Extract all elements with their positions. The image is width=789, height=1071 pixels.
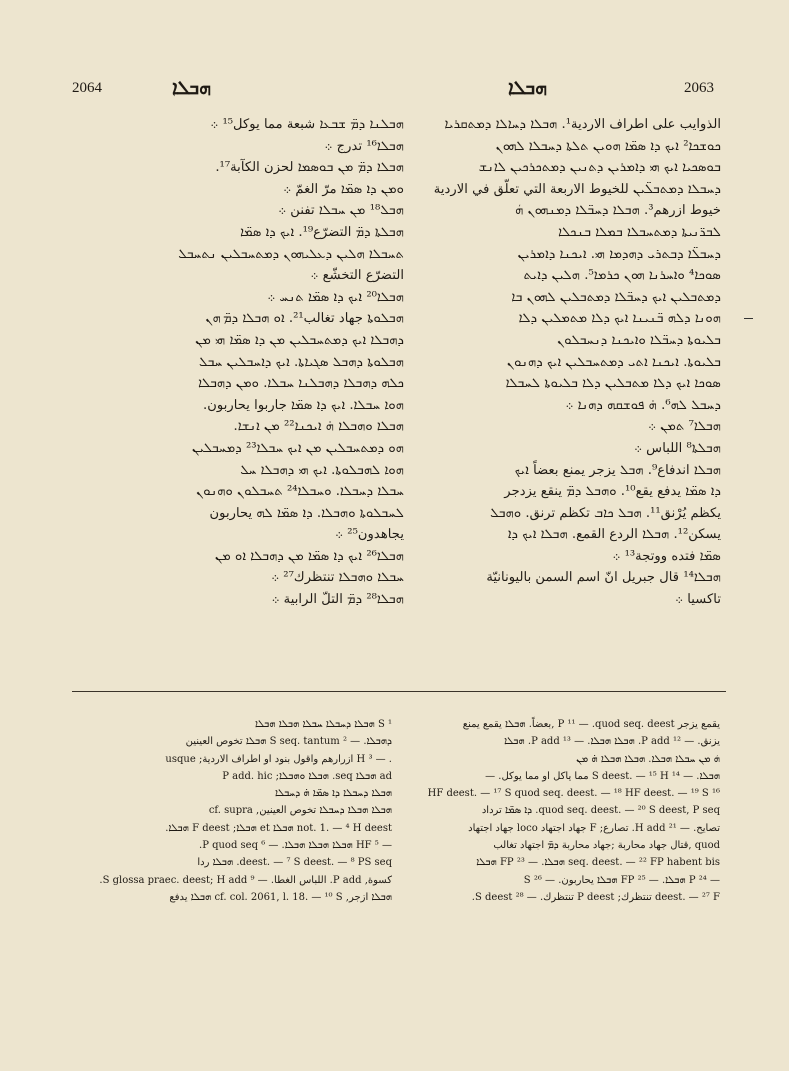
- text-line: ܗܒܠܐ²⁶ ܐܝܟ ܕܐ ܣܡ̈ܐ ܡܢ ܕܗܒܠܐ ܐܘ ܡܢ: [215, 548, 404, 564]
- text-line: ܣܘܟܐ ܐܝܟ ܕܠܐ ܡܬܒܠܝܢ ܕܠܐ ܒܠܝܘܬܐ ܠܚܒܠܐ: [505, 376, 721, 392]
- footnote-line: — ⁵ HF ܗܒܠܐ ܗܒܠܐ ܗܒܠܐ. — ⁶ P quod seq.: [199, 840, 392, 852]
- footnote-line: يقمع يزجر P ¹¹ — .quod seq. deest ,بعضاً. ܗܒܠܐ يقمع يمنع: [462, 719, 720, 730]
- text-line: ܗܒܠܘܬܐ جهاد تغالب²¹. ܐܘ ܗܒܠܐ ܕܡ̈ ܗܢ: [205, 311, 404, 327]
- text-line: ܕܗܒܠܐ ܐܝܟ ܕܡܬܚܒܠܝܢ ܡܢ ܕܐ ܣܡ̈ܐ ܗܝ ܡܢ: [195, 332, 404, 348]
- text-line: تاكسيا ܀: [675, 592, 721, 608]
- text-line: ܚܒܠܐ ܕܚܒܠܐ. ܘܚܒܠܐ²⁴ ܬܚܒܠܘܢ ܘܗܢܘܢ: [196, 484, 404, 500]
- footnote-line: deest. — ⁷ S deest. — ⁸ PS seq. ܗܒܠܐ ردا: [197, 857, 392, 869]
- text-line: الذوايب على اطراف الاردية¹. ܗܒܠܐ ܕܚܐܠܐ ܕܡܬܩܪܝܐ: [444, 117, 721, 132]
- text-line: ܬܚܒܠܐ ܗܠܝܢ ܕܥܠܝܗܘܢ ܕܡܬܚܒܠܝܢ ܢܬܚܒܠ: [178, 246, 404, 262]
- footnote-line: كسوة, P add. اللباس الغطا. — ⁹ S glossa praec. deest; H add.: [99, 874, 392, 886]
- footnote-line: ܗܒܠܐ ܗܒܠܐ ܕܚܒܠܐ تخوص العينين, cf. supra: [208, 805, 392, 817]
- footnote-line: ¹⁶ HF deest. — ¹⁷ S quod seq. deest. — ¹⁸ HF deest. — ¹⁹ S: [427, 788, 720, 800]
- footnote-line: quod seq. deest. — ²⁰ S deest, P seq. ܕܐ ܣܡ̈ܐ ترداد: [481, 805, 720, 817]
- text-line: ܒܠܝܘܬܐ. ܐܝܟܢܐ ܐܬܝ ܕܡܬܚܒܠܝܢ ܐܝܟ ܕܗܢܘܢ: [506, 354, 721, 370]
- text-line: ܘܡܢ ܕܐ ܣܡ̈ܐ مرّ الغمّ ܀: [283, 181, 404, 197]
- text-line: ܟܠܗ ܕܗܒܠܐ ܕܗܒܠܢܐ ܚܒܠܐ. ܘܡܢ ܕܗܒܠܐ: [198, 376, 404, 392]
- text-line: ܕܐ ܣܡ̈ܐ يدفع يقع¹⁰. ܘܗܒܠ ܕܡ̈ ينقع يزدجر: [504, 484, 721, 500]
- text-line: ܗܒܠܘܬܐ ܕܗܒܠ ܣܓܝܐܬܐ. ܐܝܟ ܕܐܚܒܠܝܢ ܚܒܠ: [198, 354, 404, 370]
- footnote-line: ܗܿ ܡܢ ܚܒܠܐ ܗܒܠܐ. ܗܒܠܐ ܗܒܠܐ ܗ̇ ܡܢ: [576, 753, 720, 765]
- text-line: ܠܚܒܠܘܬܐ ܘܗܒܠܐ. ܕܐ ܣܡ̈ܐ ܠܗ يحاربون: [209, 505, 404, 521]
- text-line: ܣܡ̈ܐ فتده ووتجة¹³ ܀: [612, 548, 721, 564]
- footnote-line: يزنق. — ¹² P add. ܗܒܠܐ ܗܒܠܐ. — ¹³ P add. ܗܒܠܐ: [504, 736, 720, 748]
- text-line: ܒܠܝܘܬܐ ܕܚܒ̈ܠܐ ܘܐܝܟܢܐ ܕܢܚܒܠܘܢ: [557, 332, 721, 348]
- text-line: ܗܒܠܬܐ⁸ اللباس ܀: [634, 440, 721, 456]
- right-running-header: ܗܒܠܐ: [508, 77, 548, 99]
- text-line: ܒܘܣܟܝܐ ܐܝܟ ܗܝ ܕܐܡܪܝܢ ܕܬܢܝܢ ܕܡܬܟܪܟܝܢ ܠܐܢܫ: [478, 160, 721, 176]
- text-line: ܟܘܫܟܐ² ܐܝܟ ܕܐ ܣܡ̈ܐ ܗܘܝܢ ܬܠܬܐ ܕܚܒܠܐ ܠܗܘܢ: [495, 138, 721, 154]
- text-line: ܚܒܠܐ ܘܗܒܠܐ تنتظرك²⁷ ܀: [271, 570, 404, 586]
- text-line: ܗܒܠܐ اندفاع⁹. ܗܒܠ يزجر يمنع بعضاً ܐܝܟ: [514, 462, 721, 478]
- text-line: ܗܘ ܕܡܬܚܒܠܝܢ ܡܢ ܐܝܟ ܚܒܠܐ²³ ܕܡܚܒܠܝܢ: [191, 440, 404, 456]
- footnote-line: ܗܒܠܐ. — ¹⁴ S deest. — ¹⁵ H مما ياكل او مما يوكل. —: [485, 770, 720, 782]
- text-line: ܗܒܠܬܐ ܕܡ̈ التضرّع¹⁹. ܐܝܟ ܕܐ ܣܡ̈ܐ: [240, 224, 404, 240]
- text-line: يسكن¹². ܗܒܠܐ الردع القمع. ܗܒܠܐ ܐܝܟ ܕܐ: [507, 527, 721, 543]
- text-line: التضرّع التخشّع ܀: [310, 268, 404, 284]
- left-text-column: [82, 114, 404, 611]
- text-line: ܗܘܐ ܚܒܠܐ. ܐܝܟ ܕܐ ܣܡ̈ܐ جاربوا يحاربون.: [203, 397, 404, 413]
- left-page-number: 2064: [72, 80, 102, 96]
- left-running-header: ܗܒܠܐ: [172, 77, 212, 99]
- footnote-line: . — ³ H ازرارهم واقول بنود او اطراف الاردية; usque: [165, 753, 392, 765]
- footnote-line: — ²⁴ P ܗܒܠܐ. — ²⁵ FP ܗܒܠܐ يحاربون. — ²⁶ S: [523, 874, 720, 886]
- margin-tick: [744, 318, 753, 319]
- left-footnotes: [70, 716, 392, 906]
- text-line: ܗܒܠܐ⁷ ܬܡܢ ܀: [648, 419, 721, 435]
- text-line: يكظم يُرْنق¹¹. ܗܒܠ ܟܐܒ تكظم ترنق. ܘܗܒܠ: [490, 505, 721, 521]
- right-text-column: [399, 114, 721, 611]
- text-line: ܕܚܒܠܐ ܕܡܬܒܠ̈ܝܢ للخيوط الاربعة التي تعلّق في الاردية: [433, 181, 721, 197]
- text-line: ܗܒܠܐ¹⁶ تدرج ܀: [324, 138, 404, 154]
- footnote-line: ad ܗܒܠܐ seq. ܗܒܠܐ ܘܗܒܠܐ; P add. hic: [222, 770, 392, 782]
- text-line: ܕܡܬܒܠܝܢ ܐܝܟ ܕܚܒ̈ܠܐ ܕܡܬܒܠܝܢ ܠܗܘܢ ܒܐ: [511, 289, 721, 305]
- text-line: ܗܒܠܐ²⁸ ܕܡ̈ التلّ الرابية ܀: [271, 592, 404, 608]
- text-line: ܗܒܠܐ ܘܗܒܠܐ ܗ̇ ܐܝܟܢܐ²² ܡܢ ܐܢܫܐ.: [233, 419, 404, 435]
- footnote-line: تصايح. — ²¹ H add. تصارع; F جهاد اجتهاد loco جهاد اجتهاد: [468, 822, 720, 834]
- footnote-line: ܗܒܠܐ ܕܚܒܠܐ ܕܐ ܣܡ̈ܐ ܗ̇ ܕܚܒܠܐ: [275, 788, 392, 800]
- right-page-number: 2063: [684, 80, 714, 96]
- text-line: ܣܘܟܐ⁴ ܘܐܚܪܢܐ ܗܘܢ ܟܪܡܐ⁵. ܗܠܝܢ ܕܐܝܬ: [523, 268, 721, 284]
- text-line: ܗܒܠܐ¹⁴ قال جبريل انّ اسم السمن باليونانيّة: [486, 570, 721, 586]
- footnote-line: ܗܒܠܐ ازجر, cf. col. 2061, l. 18. — ¹⁰ S ܗܒܠܐ يدفع: [169, 891, 392, 903]
- text-line: خيوط ازرهم³. ܗܒܠܐ ܕܚܒ̈ܠܐ ܕܡܢܗܘܢ ܗܿ: [515, 203, 721, 219]
- footnote-line: ¹ S ܗܒܠܐ ܕܚܒܠܐ ܚܒܠܐ ܗܒܠܐ ܗܒܠܐ: [254, 719, 392, 730]
- footnote-line: deest. — ²⁷ F تنتظرك; P deest تنتظرك. — ²⁸ S deest.: [471, 891, 720, 903]
- right-footnotes: [398, 716, 720, 906]
- text-line: ܗܘܢܐ ܕܠܗ ܒ̈ܢܝܢܐ ܐܝܟ ܕܠܐ ܡܬܡܠܝܢ ܕܠܐ: [518, 311, 721, 327]
- footnote-divider: [72, 691, 726, 692]
- text-line: ܗܒܠܐ²⁰ ܐܝܟ ܕܐ ܣܡ̈ܐ ܬܢܚ ܀: [267, 289, 404, 305]
- text-line: ܗܒܠ¹⁸ ܡܢ ܚܒܠܐ تفنن ܀: [278, 203, 404, 219]
- text-line: ܗܘܐ ܠܗܒܠܘܬܐ. ܐܝܟ ܗܝ ܕܗܒܠܐ ܚܠ: [240, 462, 404, 478]
- text-line: ܗܒܠܢܐ ܕܡ̈ ܫܒܥܐ شبعة مما يوكل¹⁵ ܀: [210, 117, 404, 132]
- text-line: ܠܒܪ̈ܢܝܬܐ ܕܡܬܚܒܠܐ ܒܡܠܐ ܒܢܟܠܐ: [558, 224, 721, 240]
- text-line: يجاهدون²⁵ ܀: [335, 527, 404, 543]
- text-line: ܕܚܒܠ ܠܗ⁶. ܗ̇ ܦܘܫܩܗ ܕܗܢܐ ܀: [565, 397, 721, 413]
- footnote-line: seq. deest. — ²² FP habent bis ܗܒܠܐ. — ²³ FP ܗܒܠܐ: [476, 857, 720, 869]
- text-line: ܕܚܒܠ̈ܐ ܕܒܬܪܝ ܕܗܕܡܐ ܗܝ. ܐܝܟܢܐ ܕܐܡܪܝܢ: [517, 246, 721, 262]
- text-line: ܗܒܠܐ ܕܡ̈ ܡܢ ܒܘܣܡܐ لحزن الكآبة¹⁷.: [215, 160, 404, 176]
- footnote-line: quod ,قتال جهاد محاربة ;جهاد محاربة ܕܡ̈ اجتهاد تغالب: [493, 840, 720, 852]
- footnote-line: ܕܗܒܠܐ. — ² S seq. tantum ܗܒܠܐ تخوص العينين: [185, 736, 392, 748]
- footnote-line: not. 1. — ⁴ H deest ܗܒܠܐ et ܗܒܠܐ; F deest ܗܒܠܐ.: [165, 822, 392, 834]
